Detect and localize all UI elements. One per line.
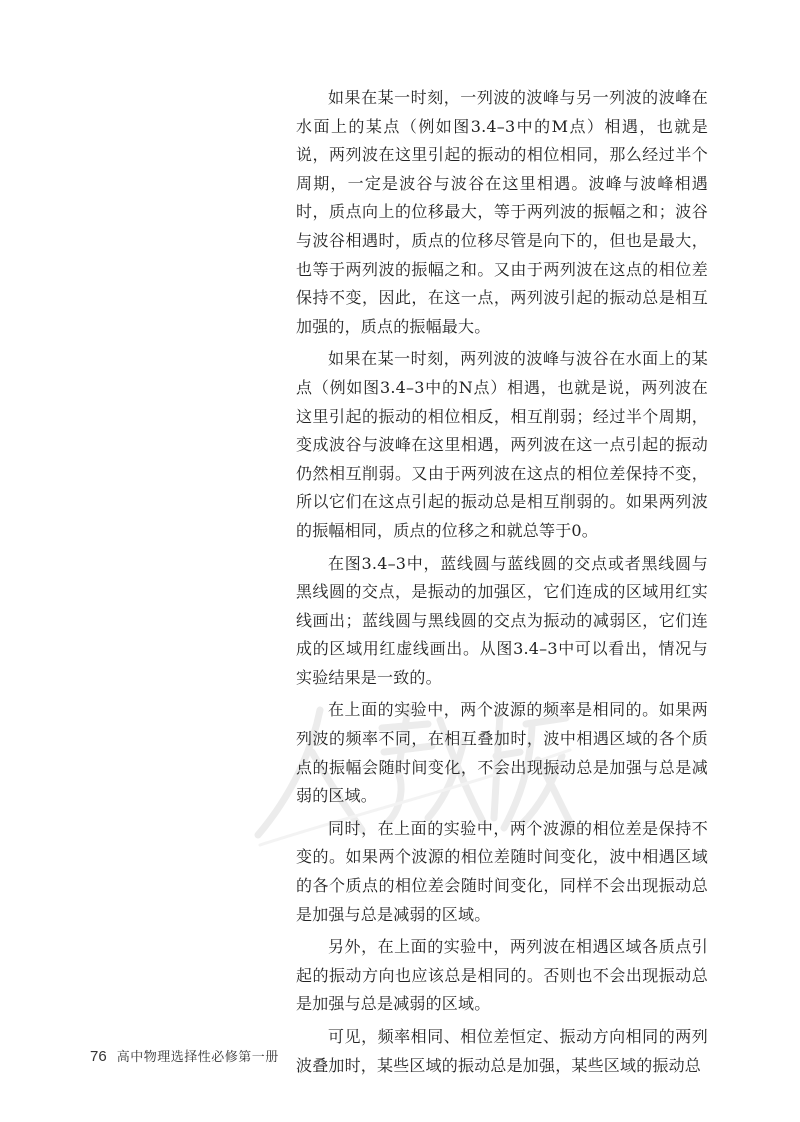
- paragraph-direction-condition: 另外，在上面的实验中，两列波在相遇区域各质点引起的振动方向也应该总是相同的。否则也不会出现振动总是加强与总是减弱的区域。: [296, 937, 708, 1014]
- paragraph-figure-explanation: 在图3.4–3中，蓝线圆与蓝线圆的交点或者黑线圆与黑线圆的交点，是振动的加强区，它们连成的区域用红实线画出；蓝线圆与黑线圆的交点为振动的减弱区，它们连成的区域用红虚线画出。从图3.4–3中可以看出，情况与实验结果是一致的。: [296, 553, 708, 687]
- page-footer: [90, 1046, 279, 1065]
- paragraph-destructive-interference: 如果在某一时刻，两列波的波峰与波谷在水面上的某点（例如图3.4–3中的N点）相遇，也就是说，两列波在这里引起的振动的相位相反，相互削弱；经过半个周期，变成波谷与波峰在这里相遇，两列波在这一点引起的振动仍然相互削弱。又由于两列波在这点的相位差保持不变，所以它们在这点引起的振动总是相互削弱的。如果两列波的振幅相同，质点的位移之和就总等于0。: [296, 349, 708, 540]
- paragraph-conclusion: 可见，频率相同、相位差恒定、振动方向相同的两列波叠加时，某些区域的振动总是加强，某些区域的振动总: [296, 1027, 708, 1075]
- paragraph-constructive-interference: 如果在某一时刻，一列波的波峰与另一列波的波峰在水面上的某点（例如图3.4–3中的M点）相遇，也就是说，两列波在这里引起的振动的相位相同，那么经过半个周期，一定是波谷与波谷在这里相遇。波峰与波峰相遇时，质点向上的位移最大，等于两列波的振幅之和；波谷与波谷相遇时，质点的位移尽管是向下的，但也是最大，也等于两列波的振幅之和。又由于两列波在这点的相位差保持不变，因此，在这一点，两列波引起的振动总是相互加强的，质点的振幅最大。: [296, 88, 708, 336]
- paragraph-phase-condition: 同时，在上面的实验中，两个波源的相位差是保持不变的。如果两个波源的相位差随时间变化，波中相遇区域的各个质点的相位差会随时间变化，同样不会出现振动总是加强与总是减弱的区域。: [296, 818, 708, 924]
- book-title: 高中物理选择性必修第一册: [116, 1050, 279, 1065]
- page-number: 76: [90, 1048, 107, 1065]
- body-text: [296, 84, 708, 1084]
- paragraph-frequency-condition: 在上面的实验中，两个波源的频率是相同的。如果两列波的频率不同，在相互叠加时，波中相遇区域的各个质点的振幅会随时间变化，不会出现振动总是加强与总是减弱的区域。: [296, 700, 708, 806]
